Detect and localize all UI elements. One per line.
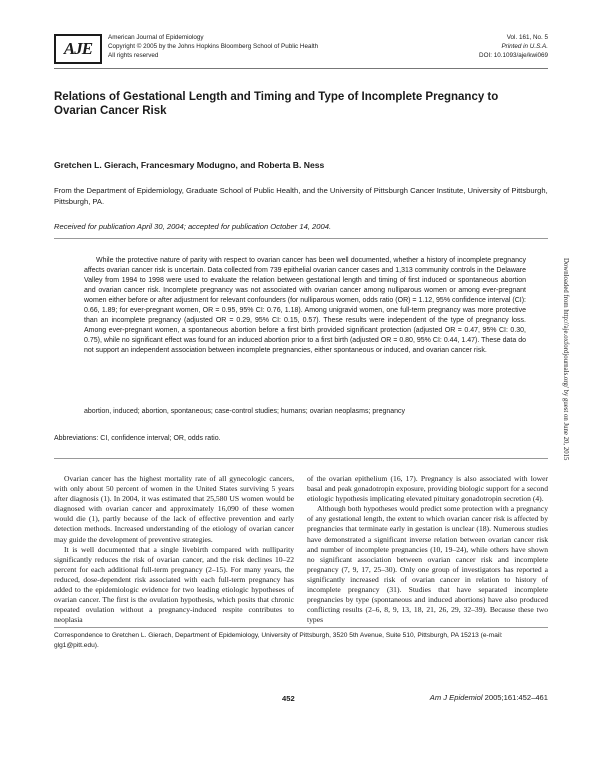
abstract: While the protective nature of parity with respect to ovarian cancer has been well documented, whether a history of incomplete pregnancy affects ovarian cancer risk is uncertain. Data collected from 739 epithelial ovarian cancer cases and 1,313 community controls in the Delaware Valley from 1994 to 1998 were used to evaluate the relation between gestational length and timing of first induced or spontaneous abortion and ovarian cancer risk. Incomplete pregnancy was not associated with ovarian cancer among nulliparous women or among ever-pregnant women either before or after adjustment for relevant confounders (for nulliparous women, odds ratio (OR) = 1.12, 95% confidence interval (CI): 0.66, 1.89; for ever-pregnant women, OR = 0.95, 95% CI: 0.76, 1.18). Among unigravid women, one full-term pregnancy was more protective than an incomplete pregnancy (adjusted OR = 0.29, 95% CI: 0.15, 0.57). These results were independent of the type of pregnancy loss. Among ever-pregnant women, a spontaneous abortion before a first birth provided significant protection (adjusted OR = 0.47, 95% CI: 0.30, 0.75), while no significant effect was found for an induced abortion prior to a first birth (adjusted OR = 0.80, 95% CI: 0.44, 1.47). These data do not support an independent association between incomplete pregnancies, either spontaneous or induced, and ovarian cancer risk. [84, 257, 526, 355]
rights-line: All rights reserved [108, 52, 159, 59]
body-paragraph: Ovarian cancer has the highest mortality rate of all gynecologic cancers, with only about 50 percent of women in the United States surviving 5 years after diagnosis (1). In 2004, it was estimated that 25,580 US women would be diagnosed with ovarian cancer and approximately 16,090 of these women would die (1), partly because of the lack of effective prevention and early detection methods. Increased understanding of the etiology of ovarian cancer may guide the development of preventive strategies. [54, 474, 294, 544]
citation-journal: Am J Epidemiol [429, 693, 483, 702]
affiliation: From the Department of Epidemiology, Graduate School of Public Health, and the University of Pittsburgh Cancer Institute, University of Pittsburgh, Pittsburgh, PA. [54, 186, 548, 206]
volume-info: Vol. 161, No. 5 [506, 34, 548, 41]
page-number: 452 [282, 694, 295, 703]
copyright-line: Copyright © 2005 by the Johns Hopkins Bloomberg School of Public Health [108, 43, 319, 50]
journal-name: American Journal of Epidemiology [108, 34, 204, 41]
journal-logo [54, 34, 102, 64]
doi-line: DOI: 10.1093/aje/kwi069 [479, 52, 548, 59]
body-paragraph: Although both hypotheses would predict some protection with a pregnancy of any gestational length, the extent to which ovarian cancer risk is affected by pregnancies that terminate early in gestation is unclear (18). Numerous studies have demonstrated a significant inverse relation between ovarian cancer risk and number of incomplete pregnancies (10, 19–24), while others have shown no significant association between ovarian cancer risk and incomplete pregnancy (7, 9, 17, 25–30). Only one group of investigators has reported a significantly increased risk of ovarian cancer in relation to history of incomplete pregnancy (31). Studies that have separated incomplete pregnancies by type (spontaneous and induced abortions) have also produced conflicting results (2–6, 8, 9, 13, 18, 21, 26, 29, 32–39). Because these two types [307, 504, 548, 625]
correspondence-note: Correspondence to Gretchen L. Gierach, Department of Epidemiology, University of Pittsburgh, 3520 5th Avenue, Suite 510, Pittsburgh, PA 15213 (e-mail: glg1@pitt.edu). [54, 632, 503, 649]
footnote-divider [54, 627, 548, 628]
body-column-right [307, 474, 548, 625]
abstract-divider [54, 458, 548, 459]
article-title: Relations of Gestational Length and Timing and Type of Incomplete Pregnancy to Ovarian Cancer Risk [54, 91, 499, 117]
download-note-text[interactable]: Downloaded from http://aje.oxfordjournals.org/ by guest on June 20, 2015 [562, 258, 569, 461]
journal-header-right [398, 33, 548, 60]
citation-line [430, 693, 548, 702]
header-divider [54, 68, 548, 69]
body-paragraph: It is well documented that a single livebirth compared with nulliparity significantly reduces the risk of ovarian cancer, and the risk declines 10–22 percent for each additional full-term pregnancy (2–15). For many years, the reduced, dose-dependent risk associated with each full-term pregnancy has added to the epidemiologic evidence for two leading etiologic hypotheses of ovarian cancer. The first is the ovulation hypothesis, which posits that chronic repeated ovulation without a pregnancy-induced respite contributes to neoplasia [54, 544, 294, 625]
body-column-left [54, 474, 294, 625]
body-paragraph: of the ovarian epithelium (16, 17). Pregnancy is also associated with lower basal and peak gonadotropin exposure, providing biologic support for a second etiologic hypothesis implicating elevated pituitary gonadotropin secretion (4). [307, 474, 548, 504]
citation-details: 2005;161:452–461 [482, 693, 548, 702]
logo-text: AJE [63, 39, 93, 58]
keywords: abortion, induced; abortion, spontaneous; case-control studies; humans; ovarian neoplasms; pregnancy [84, 408, 406, 415]
printed-in: Printed in U.S.A. [501, 43, 548, 50]
author-list: Gretchen L. Gierach, Francesmary Modugno, and Roberta B. Ness [54, 160, 325, 170]
abbreviations: Abbreviations: CI, confidence interval; OR, odds ratio. [54, 435, 221, 442]
title-divider [54, 238, 548, 239]
received-dates: Received for publication April 30, 2004; accepted for publication October 14, 2004. [54, 222, 332, 231]
download-side-note [560, 258, 572, 658]
journal-header-left [108, 33, 368, 60]
